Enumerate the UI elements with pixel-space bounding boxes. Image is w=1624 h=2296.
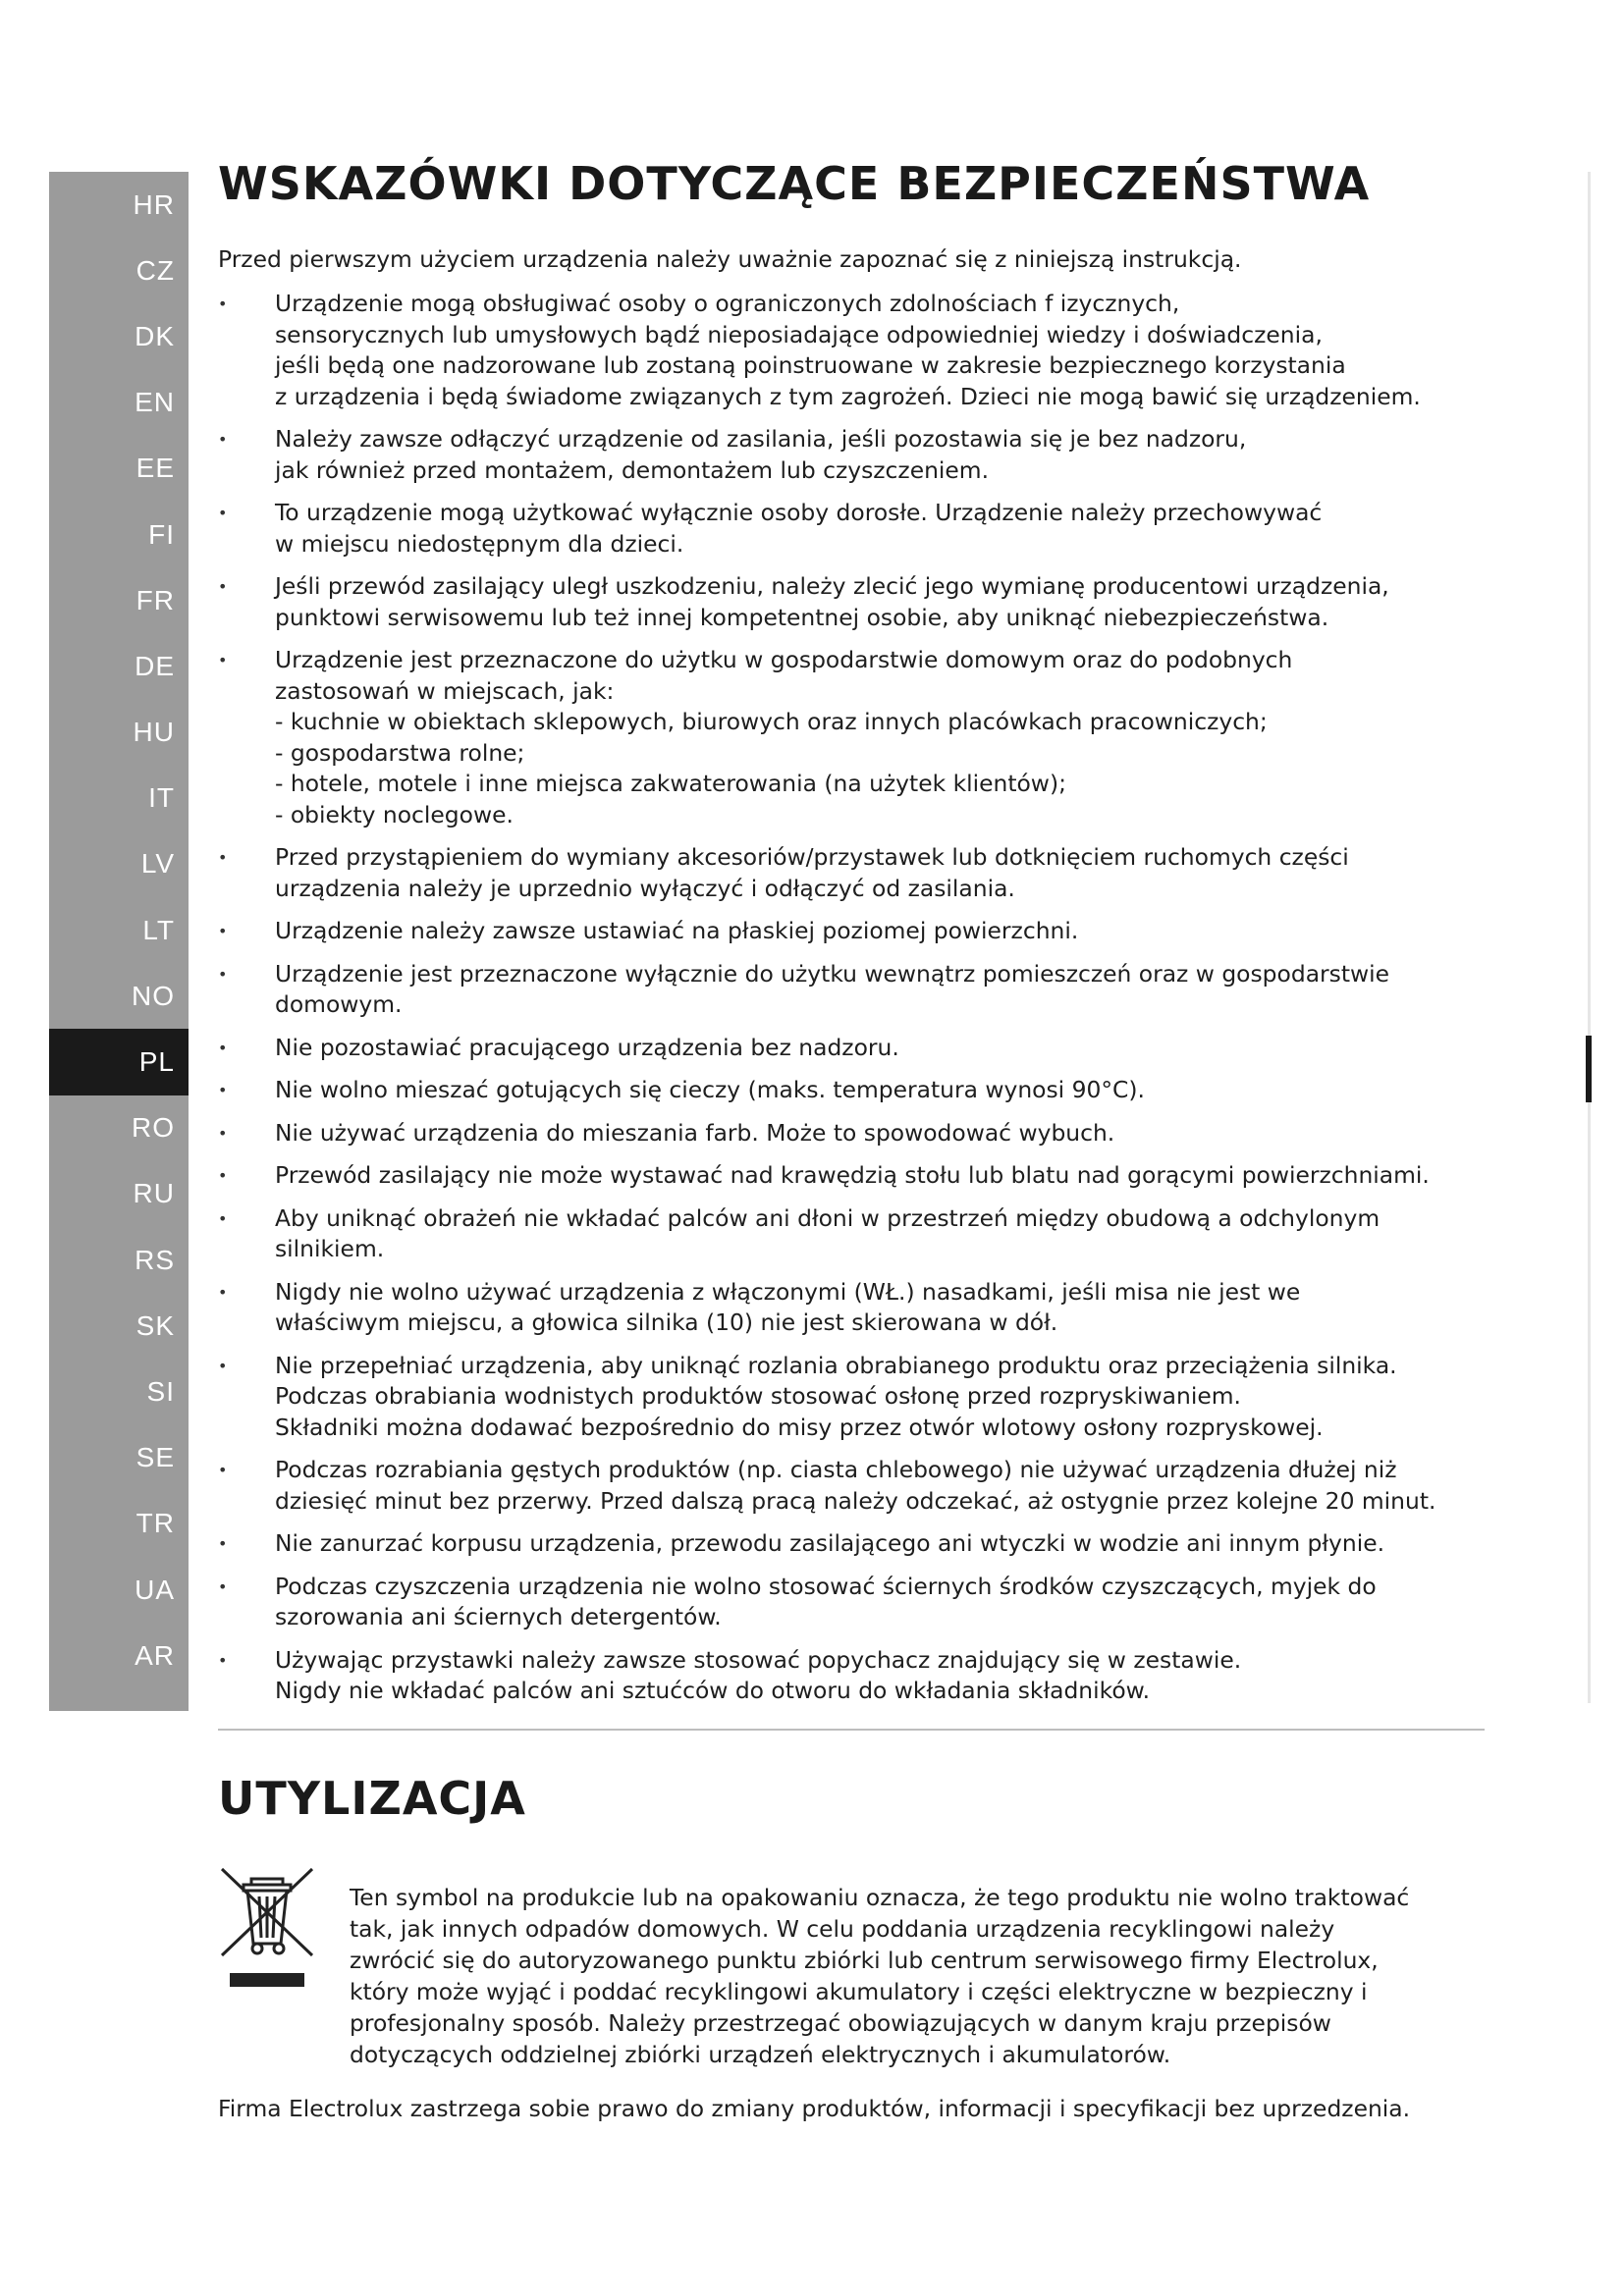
language-tab-fi[interactable]: FI: [148, 518, 175, 550]
section-divider: [218, 1729, 1485, 1731]
language-tab-hu[interactable]: HU: [133, 717, 175, 748]
safety-item: • Aby uniknąć obrażeń nie wkładać palców ani dłoni w przestrzeń między obudową a odchylonym silnikiem.: [218, 1203, 1485, 1265]
language-tab-sk[interactable]: SK: [135, 1309, 175, 1341]
safety-item: • Nie przepełniać urządzenia, aby uniknąć rozlania obrabianego produktu oraz przeciążenia silnika. Podczas obrabiania wodnistych produktów stosować osłonę przed rozpryskiwaniem. Składniki można dodawać bezpośrednio do misy przez otwór wlotowy osłony rozpryskowej.: [218, 1351, 1485, 1444]
safety-item: • Nie pozostawiać pracującego urządzenia bez nadzoru.: [218, 1033, 1485, 1064]
language-tab-ro[interactable]: RO: [132, 1112, 175, 1144]
language-tab-pl[interactable]: PL: [49, 1029, 189, 1095]
language-tab-no[interactable]: NO: [132, 980, 175, 1011]
safety-item: • Nie używać urządzenia do mieszania farb. Może to spowodować wybuch.: [218, 1118, 1485, 1149]
language-tab-ee[interactable]: EE: [135, 453, 175, 484]
language-tab-ar[interactable]: AR: [135, 1639, 175, 1671]
right-edge-marker: [1586, 1036, 1592, 1102]
disposal-text: Ten symbol na produkcie lub na opakowaniu oznacza, że tego produktu nie wolno traktować tak, jak innych odpadów domowych. W celu poddania urządzenia recyklingowi należy zwrócić się do autoryzowanego punktu zbiórki lub centrum serwisowego firmy Electrolux, który może wyjąć i poddać recyklingowi akumulatory i części elektryczne w bezpieczny i profesjonalny sposób. Należy przestrzegać obowiązujących w danym kraju przepisów dotyczących oddzielnej zbiórki urządzeń elektrycznych i akumulatorów.: [350, 1884, 1410, 2068]
disposal-section: [218, 1772, 1485, 2068]
safety-item: • Jeśli przewód zasilający uległ uszkodzeniu, należy zlecić jego wymianę producentowi urządzenia, punktowi serwisowemu lub też innej kompetentnej osobie, aby uniknąć niebezpieczeństwa.: [218, 571, 1485, 633]
safety-item: • To urządzenie mogą użytkować wyłącznie osoby dorosłe. Urządzenie należy przechowywać w miejscu niedostępnym dla dzieci.: [218, 498, 1485, 560]
right-edge-rule: [1588, 172, 1591, 1703]
language-tab-ru[interactable]: RU: [133, 1178, 175, 1209]
safety-intro: Przed pierwszym użyciem urządzenia należy uważnie zapoznać się z niniejszą instrukcją.: [218, 245, 1242, 273]
safety-list: [218, 289, 1485, 1707]
safety-section: [218, 157, 1485, 1719]
language-tab-si[interactable]: SI: [146, 1375, 175, 1407]
safety-item: • Nie zanurzać korpusu urządzenia, przewodu zasilającego ani wtyczki w wodzie ani innym płynie.: [218, 1528, 1485, 1560]
language-tab-ua[interactable]: UA: [135, 1574, 175, 1605]
footer-note: Firma Electrolux zastrzega sobie prawo do zmiany produktów, informacji i specyfikacji bez uprzedzenia.: [218, 2095, 1411, 2122]
language-tab-de[interactable]: DE: [135, 650, 175, 681]
safety-item: • Podczas rozrabiania gęstych produktów (np. ciasta chlebowego) nie używać urządzenia dłużej niż dziesięć minut bez przerwy. Przed dalszą pracą należy odczekać, aż ostygnie przez kolejne 20 minut.: [218, 1455, 1485, 1517]
safety-item: • Urządzenie należy zawsze ustawiać na płaskiej poziomej powierzchni.: [218, 916, 1485, 947]
safety-item: • Nigdy nie wolno używać urządzenia z włączonymi (WŁ.) nasadkami, jeśli misa nie jest we właściwym miejscu, a głowica silnika (10) nie jest skierowana w dół.: [218, 1277, 1485, 1339]
language-tab-lv[interactable]: LV: [140, 848, 175, 880]
safety-item: • Urządzenie jest przeznaczone do użytku w gospodarstwie domowym oraz do podobnych zastosowań w miejscach, jak: - kuchnie w obiektach sklepowych, biurowych oraz innych placówkach pracowniczych; - gospodarstwa rolne; - hotele, motele i inne miejsca zakwaterowania (na użytek klientów); - obiekty noclegowe.: [218, 645, 1485, 830]
language-tab-en[interactable]: EN: [135, 387, 175, 418]
safety-item: • Nie wolno mieszać gotujących się cieczy (maks. temperatura wynosi 90°C).: [218, 1075, 1485, 1106]
safety-item: • Używając przystawki należy zawsze stosować popychacz znajdujący się w zestawie. Nigdy nie wkładać palców ani sztućców do otworu do wkładania składników.: [218, 1645, 1485, 1707]
safety-item: • Należy zawsze odłączyć urządzenie od zasilania, jeśli pozostawia się je bez nadzoru, jak również przed montażem, demontażem lub czyszczeniem.: [218, 424, 1485, 486]
language-tab-it[interactable]: IT: [148, 782, 175, 814]
language-tab-rs[interactable]: RS: [135, 1244, 175, 1275]
safety-item: • Urządzenie mogą obsługiwać osoby o ograniczonych zdolnościach f izycznych, sensorycznych lub umysłowych bądź nieposiadające odpowiedniej wiedzy i doświadczenia, jeśli będą one nadzorowane lub zostaną poinstruowane w zakresie bezpiecznego korzystania z urządzenia i będą świadome związanych z tym zagrożeń. Dzieci nie mogą bawić się urządzeniem.: [218, 289, 1485, 412]
language-sidebar: [49, 172, 189, 1711]
language-tab-fr[interactable]: FR: [135, 584, 175, 615]
safety-item: • Podczas czyszczenia urządzenia nie wolno stosować ściernych środków czyszczących, myjek do szorowania ani ściernych detergentów.: [218, 1572, 1485, 1633]
safety-item: • Przewód zasilający nie może wystawać nad krawędzią stołu lub blatu nad gorącymi powierzchniami.: [218, 1160, 1485, 1192]
safety-item: • Urządzenie jest przeznaczone wyłącznie do użytku wewnątrz pomieszczeń oraz w gospodarstwie domowym.: [218, 959, 1485, 1021]
language-tab-se[interactable]: SE: [135, 1442, 175, 1473]
language-tab-cz[interactable]: CZ: [135, 254, 175, 286]
language-tab-tr[interactable]: TR: [135, 1508, 175, 1539]
safety-title: WSKAZÓWKI DOTYCZĄCE BEZPIECZEŃSTWA: [218, 157, 1371, 210]
language-tab-lt[interactable]: LT: [142, 914, 175, 945]
language-tab-dk[interactable]: DK: [135, 320, 175, 351]
disposal-title: UTYLIZACJA: [218, 1772, 526, 1825]
weee-crossed-bin-icon: [218, 1865, 316, 1993]
language-tab-hr[interactable]: HR: [133, 188, 175, 220]
safety-item: • Przed przystąpieniem do wymiany akcesoriów/przystawek lub dotknięciem ruchomych części urządzenia należy je uprzednio wyłączyć i odłączyć od zasilania.: [218, 842, 1485, 904]
